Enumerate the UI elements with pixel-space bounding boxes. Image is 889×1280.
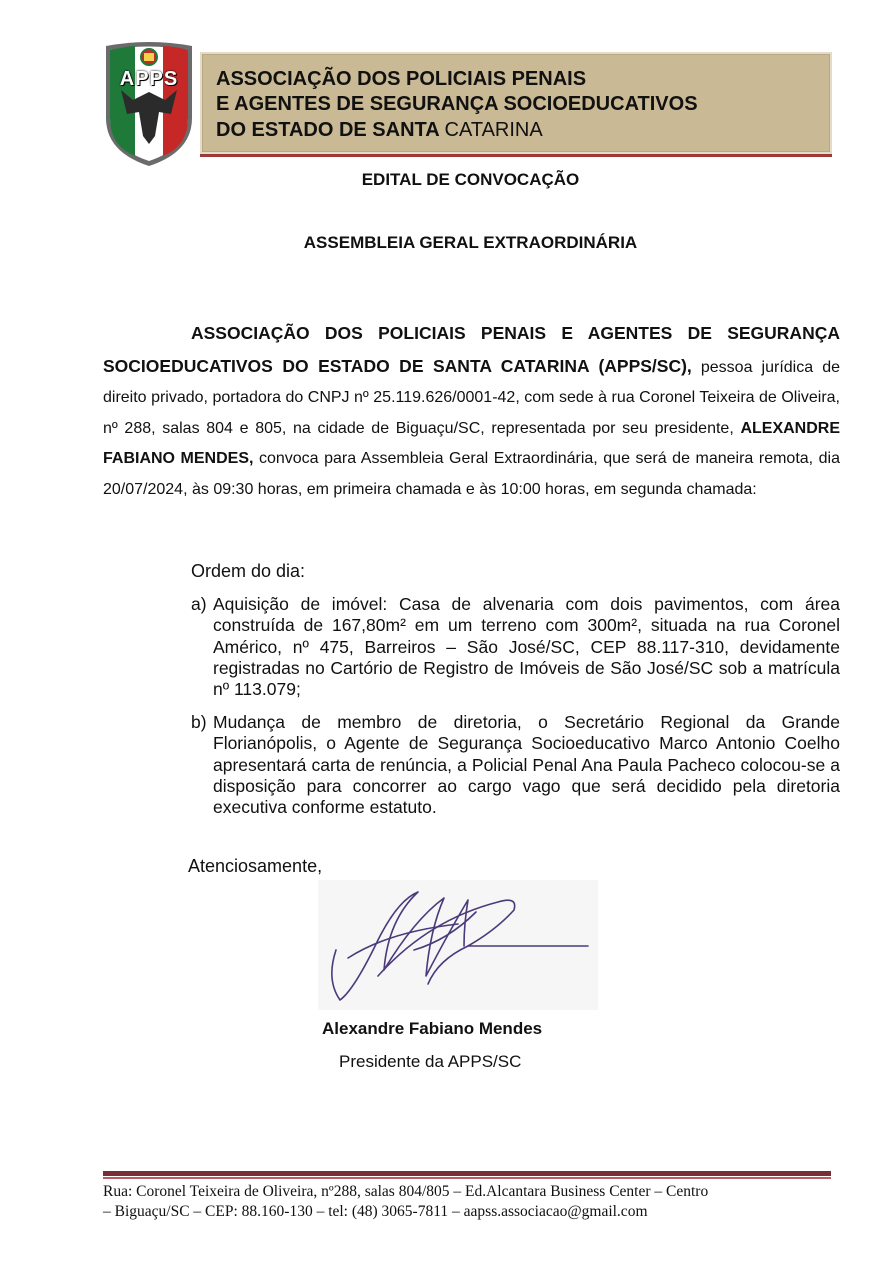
signature-image [318,880,598,1010]
logo-text: APPS [119,68,179,90]
header-line-3-regular: CATARINA [444,119,543,141]
footer-address-line-1: Rua: Coronel Teixeira de Oliveira, nº288, salas 804/805 – Ed.Alcantara Business Center – Centro [103,1183,709,1200]
footer-divider [103,1171,831,1176]
header-line-1: ASSOCIAÇÃO DOS POLICIAIS PENAIS [216,68,587,90]
agenda-item [191,594,840,700]
closing-text: Atenciosamente, [188,856,323,876]
agenda-item-text: Aquisição de imóvel: Casa de alvenaria com dois pavimentos, com área construída de 167,80m² em um terreno com 300m², situada na rua Coronel Américo, nº 475, Barreiros – São José/SC, CEP 88.117-310, devidamente registradas no Cartório de Registro de Imóveis de São José/SC sob a matrícula nº 113.079; [213,594,840,700]
header-line-2: E AGENTES DE SEGURANÇA SOCIOEDUCATIVOS [216,93,698,115]
footer-divider-accent [103,1177,831,1179]
handwritten-signature-icon [318,880,598,1010]
header-line-3 [216,118,543,142]
agenda-item-text: Mudança de membro de diretoria, o Secretário Regional da Grande Florianópolis, o Agente de Segurança Socioeducativo Marco Antonio Coelho apresentará carta de renúncia, a Policial Penal Ana Paula Pacheco colocou-se a disposição para concorrer ao cargo vago que será decidido pela diretoria executiva conforme estatuto. [213,712,840,818]
agenda-item-marker: a) [191,594,207,614]
agenda-item [191,712,840,818]
header-banner [200,52,832,154]
agenda-heading: Ordem do dia: [191,561,306,581]
signer-name: Alexandre Fabiano Mendes [322,1019,543,1038]
agenda-item-marker: b) [191,712,207,732]
intro-text-2: convoca para Assembleia Geral Extraordinária, que será de maneira remota, dia 20/07/2024, às 09:30 horas, em primeira chamada e às 10:00 horas, em segunda chamada: [103,450,840,498]
document-subtitle: ASSEMBLEIA GERAL EXTRAORDINÁRIA [303,233,638,252]
apps-logo [103,40,195,168]
association-name: ASSOCIAÇÃO DOS POLICIAIS PENAIS E AGENTES DE SEGURANÇA SOCIOEDUCATIVOS DO ESTADO DE SANTA CATARINA (APPS/SC), [103,323,840,376]
document-title: EDITAL DE CONVOCAÇÃO [361,170,580,189]
signer-role: Presidente da APPS/SC [339,1052,522,1071]
intro-text: pessoa jurídica de direito privado, portadora do CNPJ nº 25.119.626/0001-42, com sede à rua Coronel Teixeira de Oliveira, nº 288, salas 804 e 805, na cidade de Biguaçu/SC, representada por seu presidente, [103,358,840,437]
president-name: ALEXANDRE FABIANO MENDES, [103,419,840,468]
footer-address-line-2: – Biguaçu/SC – CEP: 88.160-130 – tel: (48) 3065-7811 – aapss.associacao@gmail.com [103,1203,648,1220]
convocation-paragraph [103,318,840,506]
header-line-3-bold: DO ESTADO DE SANTA [216,119,439,141]
shield-emblem-icon [103,40,195,168]
